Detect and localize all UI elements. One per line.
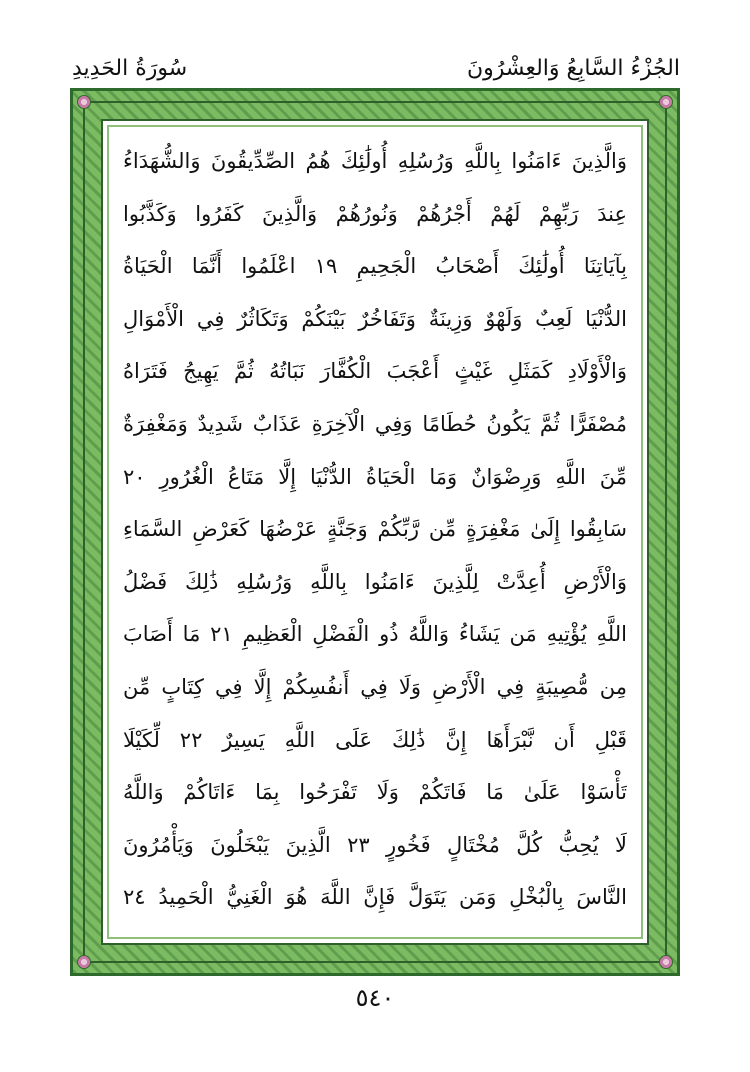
text-line: الدُّنْيَا لَعِبٌ وَلَهْوٌ وَزِينَةٌ وَتَفَاخُرٌ بَيْنَكُمْ وَتَكَاثُرٌ فِي الْأَمْوَالِ: [123, 306, 627, 331]
page-number: ٥٤٠: [355, 984, 395, 1012]
text-line: وَالَّذِينَ ءَامَنُوا بِاللَّهِ وَرُسُلِهِ أُولَٰئِكَ هُمُ الصِّدِّيقُونَ وَالشُّهَدَاءُ: [123, 149, 627, 173]
text-line: قَبْلِ أَن نَّبْرَأَهَا إِنَّ ذَٰلِكَ عَلَى اللَّهِ يَسِيرٌ ٢٢ لِّكَيْلَا: [123, 727, 627, 752]
text-panel: [101, 119, 649, 945]
text-line: اللَّهِ يُؤْتِيهِ مَن يَشَاءُ وَاللَّهُ ذُو الْفَضْلِ الْعَظِيمِ ٢١ مَا أَصَابَ: [123, 622, 627, 647]
juz-title: الجُزْءُ السَّابِعُ وَالعِشْرُونَ: [466, 56, 680, 81]
text-line: وَالْأَرْضِ أُعِدَّتْ لِلَّذِينَ ءَامَنُوا بِاللَّهِ وَرُسُلِهِ ذَٰلِكَ فَضْلُ: [123, 569, 627, 594]
text-line: لَا يُحِبُّ كُلَّ مُخْتَالٍ فَخُورٍ ٢٣ الَّذِينَ يَبْخَلُونَ وَيَأْمُرُونَ: [123, 832, 627, 857]
text-line: وَالْأَوْلَادِ كَمَثَلِ غَيْثٍ أَعْجَبَ الْكُفَّارَ نَبَاتُهُ ثُمَّ يَهِيجُ فَتَرَاهُ: [123, 359, 627, 384]
text-line: عِندَ رَبِّهِمْ لَهُمْ أَجْرُهُمْ وَنُورُهُمْ وَالَّذِينَ كَفَرُوا وَكَذَّبُوا: [123, 201, 627, 226]
verse-lines: [123, 135, 627, 929]
text-line: تَأْسَوْا عَلَىٰ مَا فَاتَكُمْ وَلَا تَفْرَحُوا بِمَا ءَاتَاكُمْ وَاللَّهُ: [123, 780, 627, 805]
text-line: مِّنَ اللَّهِ وَرِضْوَانٌ وَمَا الْحَيَاةُ الدُّنْيَا إِلَّا مَتَاعُ الْغُرُورِ ٢٠: [123, 464, 627, 489]
corner-rosette-icon: [77, 95, 91, 109]
surah-title: سُورَةُ الحَدِيدِ: [72, 56, 188, 81]
corner-rosette-icon: [659, 95, 673, 109]
corner-rosette-icon: [77, 955, 91, 969]
page-header: [0, 52, 750, 92]
decorative-frame: [70, 88, 680, 976]
corner-rosette-icon: [659, 955, 673, 969]
text-line: سَابِقُوا إِلَىٰ مَغْفِرَةٍ مِّن رَّبِّكُمْ وَجَنَّةٍ عَرْضُهَا كَعَرْضِ السَّمَاءِ: [123, 517, 627, 542]
text-line: مِن مُّصِيبَةٍ فِي الْأَرْضِ وَلَا فِي أَنفُسِكُمْ إِلَّا فِي كِتَابٍ مِّن: [123, 674, 627, 699]
text-line: النَّاسَ بِالْبُخْلِ وَمَن يَتَوَلَّ فَإِنَّ اللَّهَ هُوَ الْغَنِيُّ الْحَمِيدُ ٢٤: [123, 885, 627, 910]
text-line: مُصْفَرًّا ثُمَّ يَكُونُ حُطَامًا وَفِي الْآخِرَةِ عَذَابٌ شَدِيدٌ وَمَغْفِرَةٌ: [123, 411, 627, 436]
text-line: بِآيَاتِنَا أُولَٰئِكَ أَصْحَابُ الْجَحِيمِ ١٩ اعْلَمُوا أَنَّمَا الْحَيَاةُ: [123, 254, 627, 279]
